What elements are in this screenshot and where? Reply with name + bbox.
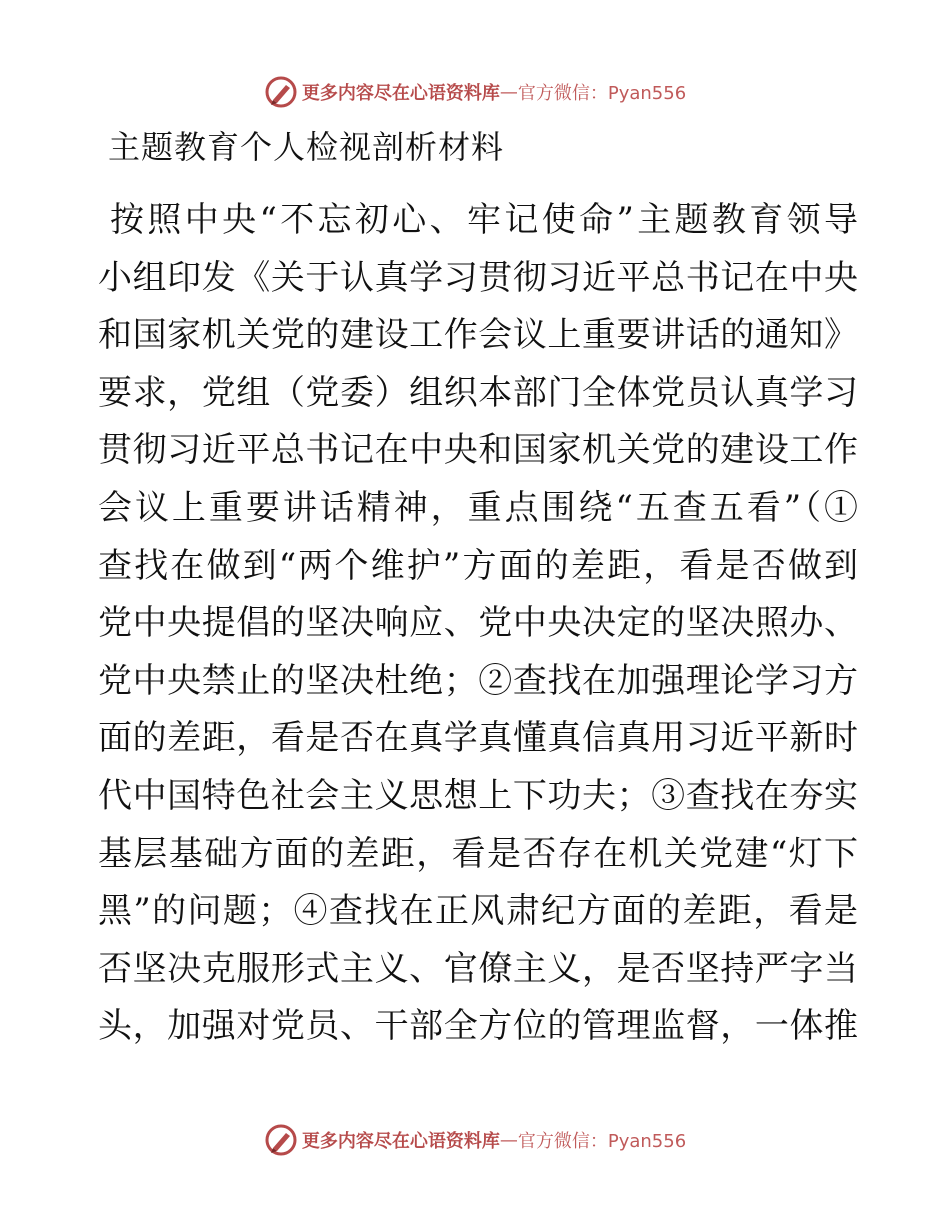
body-line: 党中央禁止的坚决杜绝；②查找在加强理论学习方 — [98, 660, 858, 701]
pen-logo-icon — [264, 1123, 298, 1157]
footer-banner — [0, 1120, 950, 1160]
banner-separator: — — [499, 1129, 518, 1151]
body-line: 贯彻习近平总书记在中央和国家机关党的建设工作 — [98, 430, 858, 471]
body-line: 否坚决克服形式主义、官僚主义，是否坚持严字当 — [98, 948, 858, 989]
body-line: 小组印发《关于认真学习贯彻习近平总书记在中央 — [98, 257, 858, 298]
banner-wechat-text: 官方微信：Pyan556 — [517, 1131, 687, 1152]
body-line: 查找在做到“两个维护”方面的差距，看是否做到 — [98, 545, 858, 586]
body-line: 按照中央“不忘初心、牢记使命”主题教育领导 — [110, 200, 858, 240]
banner-brand-text: 更多内容尽在心语资料库 — [301, 83, 500, 104]
header-banner — [0, 72, 950, 112]
body-line: 基层基础方面的差距，看是否存在机关党建“灯下 — [98, 833, 858, 874]
banner-wechat-text: 官方微信：Pyan556 — [517, 83, 687, 104]
body-line: 和国家机关党的建设工作会议上重要讲话的通知》 — [98, 315, 858, 356]
body-line: 黑”的问题；④查找在正风肃纪方面的差距，看是 — [98, 891, 858, 932]
banner-separator: — — [499, 81, 518, 103]
banner-brand-text: 更多内容尽在心语资料库 — [301, 1131, 500, 1152]
body-line: 要求，党组（党委）组织本部门全体党员认真学习 — [98, 372, 858, 413]
body-line: 头，加强对党员、干部全方位的管理监督，一体推 — [98, 1006, 858, 1047]
pen-logo-icon — [264, 75, 298, 109]
body-line: 面的差距，看是否在真学真懂真信真用习近平新时 — [98, 718, 858, 759]
document-title: 主题教育个人检视剖析材料 — [108, 128, 505, 166]
body-line: 代中国特色社会主义思想上下功夫；③查找在夯实 — [98, 775, 858, 816]
document-body — [98, 192, 858, 1056]
body-line: 会议上重要讲话精神，重点围绕“五查五看”（① — [98, 487, 858, 528]
body-line: 党中央提倡的坚决响应、党中央决定的坚决照办、 — [98, 603, 858, 644]
